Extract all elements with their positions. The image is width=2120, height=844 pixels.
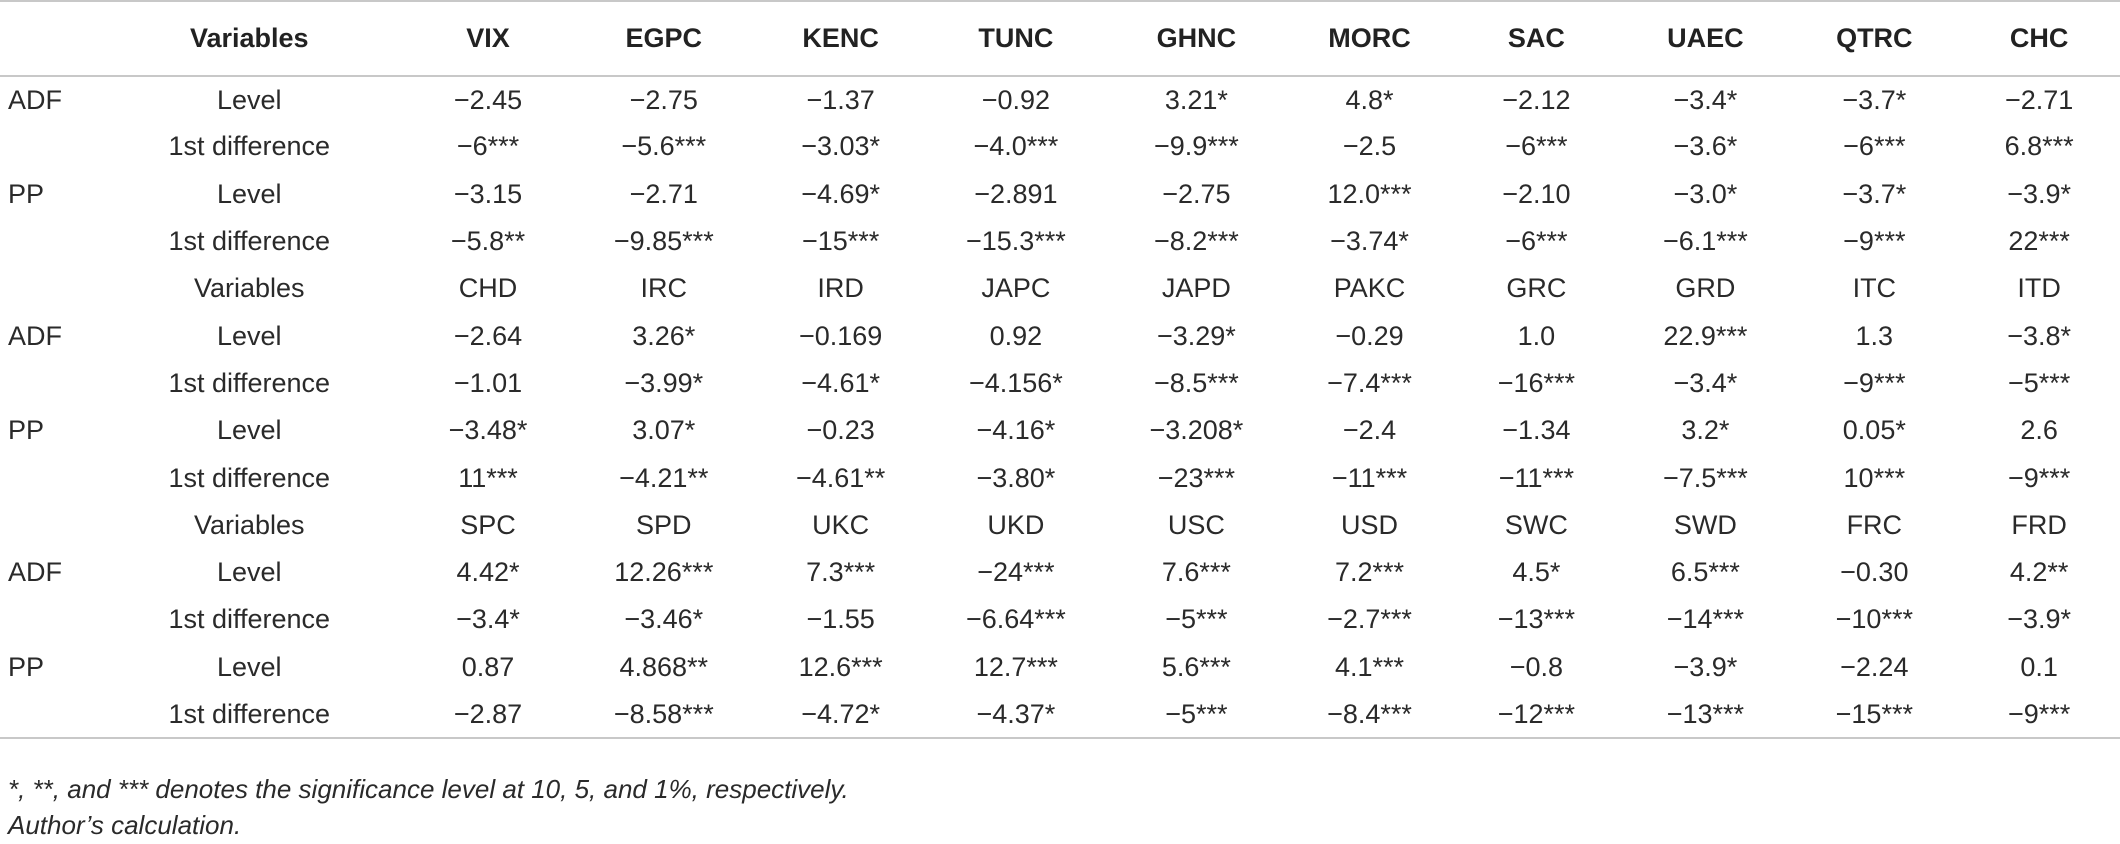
table-cell: 6.5***	[1670, 557, 1740, 588]
table-cell: −1.34	[1502, 415, 1571, 446]
table-cell: −1.55	[806, 604, 875, 635]
table-cell: 1.0	[1517, 320, 1556, 351]
header-cell-sac: SAC	[1507, 23, 1565, 53]
table-row	[0, 218, 2120, 265]
table-cell: UKD	[987, 509, 1045, 540]
table-cell: 2.6	[2020, 415, 2058, 446]
table-cell: −2.24	[1840, 651, 1909, 682]
table-cell: −2.64	[453, 320, 523, 351]
table-cell: −4.61**	[795, 462, 886, 493]
table-cell: −9***	[2007, 698, 2071, 729]
table-cell: FRD	[2011, 509, 2067, 540]
table-cell: 4.868**	[619, 651, 709, 682]
table-cell: −3.7*	[1842, 178, 1907, 209]
table-cell: −4.156*	[968, 367, 1063, 398]
table-cell: −6***	[1843, 131, 1906, 162]
table-cell: −5.8**	[450, 226, 526, 257]
table-cell: 3.26*	[632, 320, 696, 351]
table-cell: −3.7*	[1842, 84, 1907, 115]
table-cell: 0.1	[2020, 651, 2058, 682]
significance-note: *, **, and *** denotes the significance level at 10, 5, and 1%, respectively.	[8, 774, 849, 804]
table-row	[0, 76, 2120, 123]
table-cell: 0.05*	[1842, 415, 1906, 446]
table-cell: −3.48*	[448, 415, 528, 446]
table-cell: −9.9***	[1153, 131, 1239, 162]
table-cell: GRC	[1506, 273, 1567, 304]
table-cell: 12.26***	[614, 557, 714, 588]
variable-label-cell: Level	[216, 557, 282, 588]
table-cell: 4.8*	[1345, 84, 1394, 115]
header-cell-morc: MORC	[1328, 23, 1411, 53]
variable-label-cell: 1st difference	[168, 131, 331, 162]
table-cell: 0.87	[461, 651, 515, 682]
table-cell: −13***	[1666, 698, 1745, 729]
source-note: Author’s calculation.	[8, 810, 242, 840]
table-row	[0, 549, 2120, 596]
table-cell: −0.30	[1840, 557, 1909, 588]
test-label-cell: ADF	[8, 557, 62, 588]
test-label-cell	[0, 502, 94, 549]
table-row	[0, 596, 2120, 643]
table-cell: −2.75	[629, 84, 698, 115]
table-cell: −10***	[1835, 604, 1913, 635]
table-cell: −8.4***	[1327, 698, 1412, 729]
table-cell: 3.21*	[1164, 84, 1228, 115]
header-cell-egpc: EGPC	[625, 23, 703, 53]
table-cell: −14***	[1666, 604, 1745, 635]
table-cell: −3.74*	[1330, 226, 1409, 257]
table-cell: −0.92	[981, 84, 1051, 115]
variable-label-cell: 1st difference	[168, 698, 331, 729]
table-cell: −3.4*	[1673, 84, 1738, 115]
table-cell: 4.42*	[456, 557, 520, 588]
table-cell: SPC	[460, 509, 516, 540]
table-cell: −4.21**	[619, 462, 709, 493]
table-cell: −3.9*	[2007, 178, 2072, 209]
table-row	[0, 407, 2120, 454]
table-cell: −2.75	[1162, 178, 1231, 209]
test-label-cell	[0, 123, 94, 170]
table-cell: 12.7***	[973, 651, 1058, 682]
table-cell: −4.37*	[976, 698, 1056, 729]
table-cell: −3.9*	[2007, 604, 2072, 635]
test-label-cell	[0, 360, 94, 407]
table-cell: −3.46*	[624, 604, 704, 635]
table-cell: −1.37	[806, 84, 875, 115]
table-cell: −9.85***	[613, 226, 714, 257]
table-cell: 3.07*	[632, 415, 696, 446]
table-cell: FRC	[1846, 509, 1903, 540]
table-row	[0, 171, 2120, 218]
table-cell: −6***	[1505, 131, 1568, 162]
variable-label-cell: Level	[216, 651, 282, 682]
table-cell: 7.2***	[1335, 557, 1405, 588]
table-cell: −4.0***	[973, 131, 1059, 162]
table-row	[0, 360, 2120, 407]
table-cell: JAPD	[1161, 273, 1231, 304]
variable-label-cell: Level	[216, 415, 282, 446]
test-label-cell: PP	[8, 178, 45, 209]
table-cell: −3.0*	[1673, 178, 1738, 209]
table-cell: −3.15	[453, 178, 523, 209]
table-cell: 5.6***	[1161, 651, 1231, 682]
table-cell: −9***	[1843, 367, 1906, 398]
table-header-row	[0, 1, 2120, 76]
table-cell: IRD	[817, 273, 864, 304]
header-cell-qtrc: QTRC	[1836, 23, 1913, 53]
table-row	[0, 265, 2120, 312]
test-label-cell: ADF	[8, 84, 62, 115]
table-row	[0, 502, 2120, 549]
table-cell: −11***	[1498, 462, 1575, 493]
table-cell: −3.4*	[1673, 367, 1738, 398]
table-cell: 3.2*	[1681, 415, 1730, 446]
table-cell: −4.69*	[801, 178, 881, 209]
table-cell: −6***	[456, 131, 520, 162]
table-cell: −3.8*	[2007, 320, 2072, 351]
table-cell: 10***	[1843, 462, 1906, 493]
variable-label-cell: Level	[216, 84, 282, 115]
table-cell: −1.01	[453, 367, 523, 398]
table-cell: CHD	[458, 273, 518, 304]
table-row	[0, 454, 2120, 501]
table-cell: −2.7***	[1327, 604, 1412, 635]
table-cell: 7.3***	[806, 557, 876, 588]
table-cell: −3.208*	[1149, 415, 1244, 446]
table-cell: 12.6***	[798, 651, 883, 682]
table-cell: −2.5	[1342, 131, 1397, 162]
test-label-cell	[0, 454, 94, 501]
table-cell: −7.5***	[1662, 462, 1748, 493]
table-cell: 7.6***	[1161, 557, 1231, 588]
variable-label-cell: Variables	[193, 509, 305, 540]
table-cell: −5.6***	[621, 131, 707, 162]
table-cell: −15.3***	[965, 226, 1066, 257]
table-cell: −3.99*	[624, 367, 704, 398]
table-cell: −15***	[801, 226, 880, 257]
table-cell: −11***	[1331, 462, 1408, 493]
table-row	[0, 691, 2120, 738]
table-notes	[8, 771, 849, 843]
table-cell: −2.891	[974, 178, 1058, 209]
header-cell-vix: VIX	[466, 23, 510, 53]
table-cell: PAKC	[1333, 273, 1406, 304]
table-cell: −2.10	[1502, 178, 1571, 209]
table-cell: −8.2***	[1153, 226, 1239, 257]
table-cell: −5***	[1165, 698, 1228, 729]
table-cell: 22.9***	[1663, 320, 1748, 351]
table-cell: 12.0***	[1327, 178, 1412, 209]
table-cell: −2.71	[629, 178, 698, 209]
table-cell: USC	[1167, 509, 1225, 540]
test-label-cell: PP	[8, 651, 45, 682]
table-cell: −0.8	[1509, 651, 1564, 682]
header-cell-uaec: UAEC	[1667, 23, 1744, 53]
table-cell: −3.9*	[1673, 651, 1738, 682]
header-cell-chc: CHC	[2009, 23, 2069, 53]
table-cell: 4.1***	[1335, 651, 1405, 682]
table-cell: −8.5***	[1153, 367, 1239, 398]
table-cell: −8.58***	[613, 698, 714, 729]
table-cell: −3.80*	[976, 462, 1056, 493]
table-cell: −3.4*	[456, 604, 520, 635]
table-cell: USD	[1341, 509, 1399, 540]
table-cell: −7.4***	[1327, 367, 1412, 398]
table-cell: −2.71	[2004, 84, 2074, 115]
table-cell: −6.1***	[1662, 226, 1748, 257]
table-cell: 22***	[2008, 226, 2070, 257]
variable-label-cell: Level	[216, 320, 282, 351]
header-cell-kenc: KENC	[802, 23, 879, 53]
variable-label-cell: 1st difference	[168, 367, 331, 398]
table-cell: −13***	[1497, 604, 1576, 635]
table-cell: −2.87	[453, 698, 523, 729]
table-cell: −5***	[2007, 367, 2071, 398]
table-cell: −6***	[1505, 226, 1568, 257]
table-cell: −5***	[1165, 604, 1228, 635]
table-cell: JAPC	[981, 273, 1051, 304]
table-cell: 1.3	[1855, 320, 1894, 351]
table-cell: 4.2**	[2009, 557, 2069, 588]
table-cell: −9***	[1843, 226, 1906, 257]
test-label-cell	[0, 265, 94, 312]
table-cell: −3.03*	[801, 131, 881, 162]
table-body	[0, 76, 2120, 738]
table-cell: −2.12	[1502, 84, 1571, 115]
test-label-cell: PP	[8, 415, 45, 446]
variable-label-cell: 1st difference	[168, 226, 331, 257]
table-cell: UKC	[812, 509, 870, 540]
table-cell: −12***	[1497, 698, 1576, 729]
table-cell: −4.72*	[801, 698, 881, 729]
table-cell: −16***	[1497, 367, 1576, 398]
table-cell: −6.64***	[965, 604, 1066, 635]
table-cell: −15***	[1835, 698, 1913, 729]
table-cell: −2.4	[1342, 415, 1397, 446]
test-label-cell	[0, 596, 94, 643]
table-cell: SWD	[1673, 509, 1737, 540]
table-row	[0, 312, 2120, 359]
test-label-cell	[0, 218, 94, 265]
table-cell: IRC	[640, 273, 688, 304]
header-cell-variables: Variables	[189, 23, 309, 53]
table-cell: 6.8***	[2004, 131, 2074, 162]
table-cell: 0.92	[989, 320, 1043, 351]
table-cell: −9***	[2007, 462, 2071, 493]
table-cell: −2.45	[453, 84, 523, 115]
variable-label-cell: Level	[216, 178, 282, 209]
header-cell-test	[0, 1, 94, 76]
table-cell: −4.16*	[976, 415, 1056, 446]
table-cell: −0.23	[806, 415, 875, 446]
table-cell: −0.169	[798, 320, 883, 351]
table-cell: ITD	[2017, 273, 2061, 304]
table-cell: −3.6*	[1673, 131, 1738, 162]
header-cell-tunc: TUNC	[978, 23, 1054, 53]
table-cell: −24***	[977, 557, 1055, 588]
variable-label-cell: 1st difference	[168, 604, 331, 635]
table-cell: −3.29*	[1156, 320, 1236, 351]
table-cell: −0.29	[1335, 320, 1404, 351]
table-cell: GRD	[1675, 273, 1736, 304]
table-cell: −4.61*	[801, 367, 881, 398]
variable-label-cell: 1st difference	[168, 462, 331, 493]
table-cell: −23***	[1157, 462, 1236, 493]
header-cell-ghnc: GHNC	[1156, 23, 1237, 53]
table-cell: ITC	[1852, 273, 1897, 304]
variable-label-cell: Variables	[193, 273, 305, 304]
test-label-cell: ADF	[8, 320, 62, 351]
table-cell: SWC	[1504, 509, 1568, 540]
table-row	[0, 644, 2120, 691]
table-cell: 4.5*	[1512, 557, 1561, 588]
table-cell: SPD	[636, 509, 692, 540]
test-label-cell	[0, 691, 94, 738]
table-cell: 11***	[458, 462, 518, 493]
table-row	[0, 123, 2120, 170]
